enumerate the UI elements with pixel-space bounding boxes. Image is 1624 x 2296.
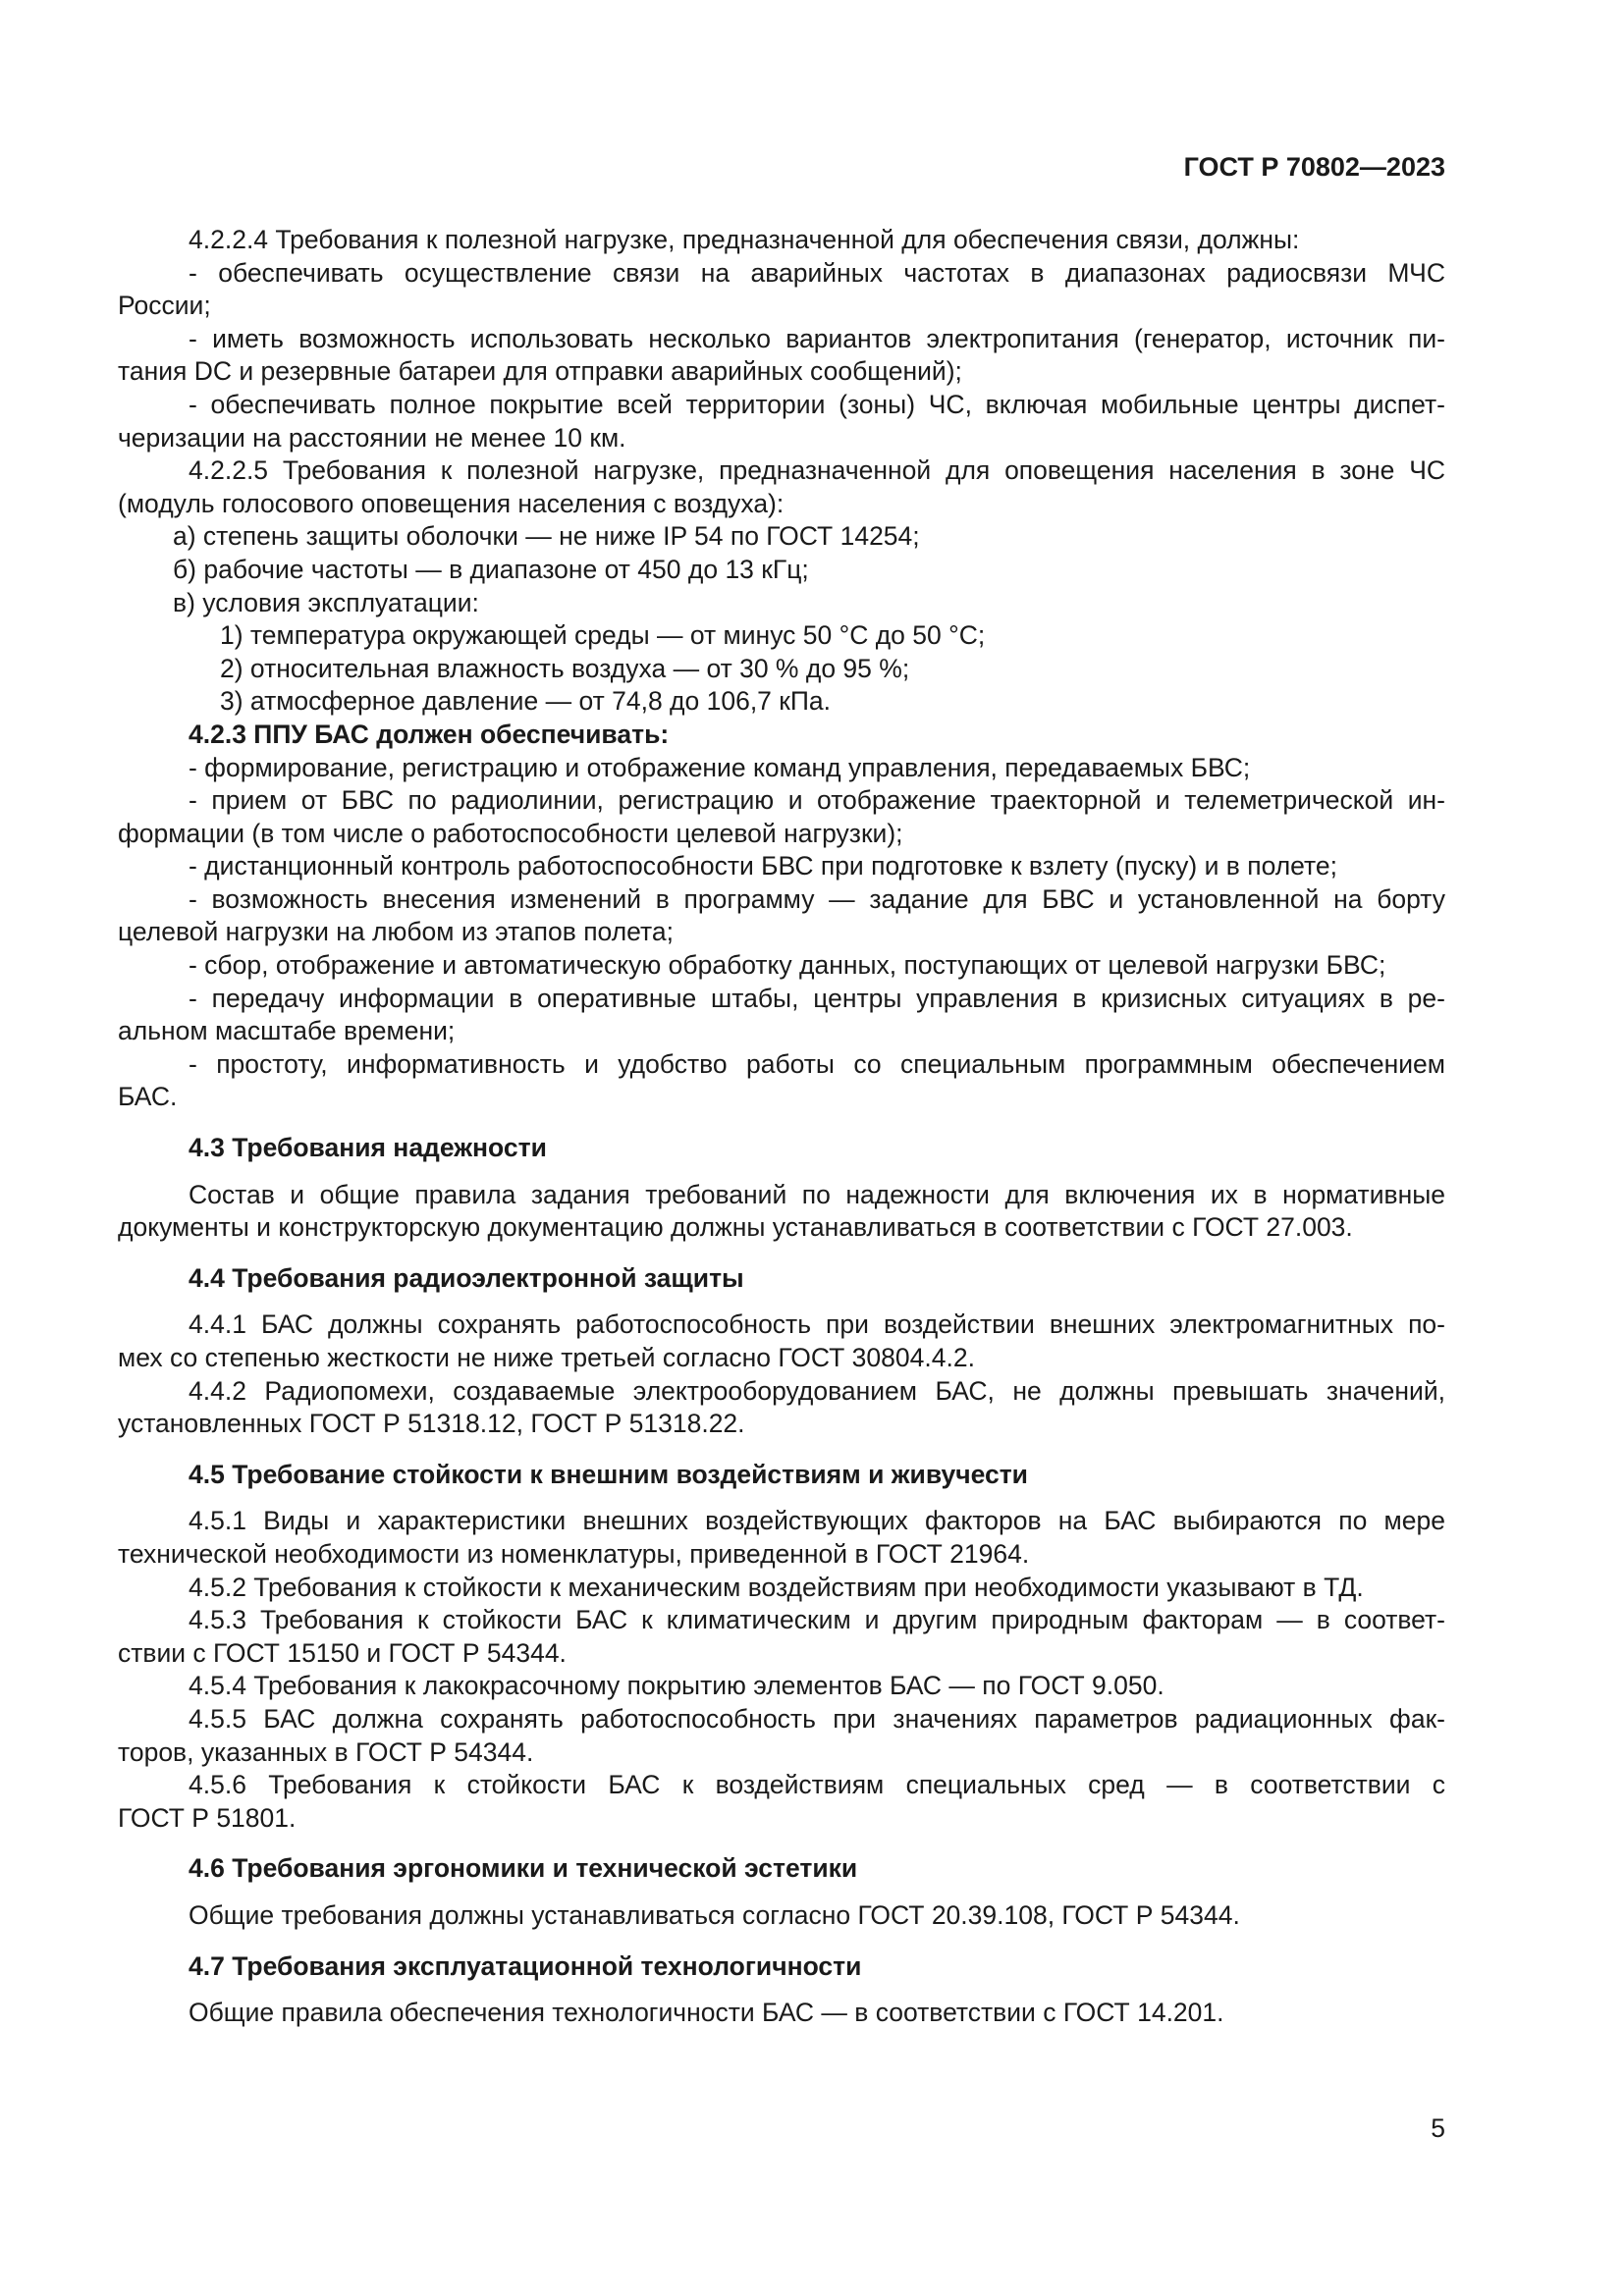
document-body: [118, 224, 1445, 2030]
clause-4-2-2-5-line-1: 4.2.2.5 Требования к полезной нагрузке, предназначенной для оповещения населения в зоне ЧС: [189, 455, 1445, 486]
clause-4-2-3-item-4-line-1: - возможность внесения изменений в программу — задание для БВС и установленной на борту: [189, 883, 1445, 914]
clause-4-5-6-line-1: 4.5.6 Требования к стойкости БАС к воздействиям специальных сред — в соответствии с: [189, 1770, 1445, 1800]
clause-4-5-5-line-2: торов, указанных в ГОСТ Р 54344.: [118, 1736, 534, 1767]
clause-4-2-2-5-item-a: а) степень защиты оболочки — не ниже IP 54 по ГОСТ 14254;: [173, 521, 920, 552]
clause-4-2-2-4-item-3-line-1: - обеспечивать полное покрытие всей территории (зоны) ЧС, включая мобильные центры диспет-: [189, 389, 1445, 419]
clause-4-5-3-line-1: 4.5.3 Требования к стойкости БАС к климатическим и другим природным факторам — в соответ-: [189, 1605, 1445, 1635]
clause-4-2-2-4-item-1-line-1: - обеспечивать осуществление связи на аварийных частотах в диапазонах радиосвязи МЧС: [189, 257, 1445, 288]
clause-4-4-1-line-1: 4.4.1 БАС должны сохранять работоспособность при воздействии внешних электромагнитных по-: [189, 1309, 1445, 1340]
clause-4-4-2-line-1: 4.4.2 Радиопомехи, создаваемые электрооборудованием БАС, не должны превышать значений,: [189, 1375, 1445, 1406]
clause-4-2-2-5-subitem-2: 2) относительная влажность воздуха — от 30 % до 95 %;: [220, 653, 910, 683]
clause-4-2-3-item-2-line-2: формации (в том числе о работоспособности целевой нагрузки);: [118, 818, 903, 848]
clause-4-2-3-item-7-line-1: - простоту, информативность и удобство работы со специальным программным обеспечением: [189, 1048, 1445, 1079]
clause-4-2-2-5-line-2: (модуль голосового оповещения населения с воздуха):: [118, 488, 785, 518]
clause-4-2-2-4-item-1-line-2: России;: [118, 291, 211, 321]
clause-4-2-3-item-6-line-1: - передачу информации в оперативные штабы, центры управления в кризисных ситуациях в ре-: [189, 983, 1445, 1013]
clause-4-2-3-item-2-line-1: - прием от БВС по радиолинии, регистрацию и отображение траекторной и телеметрической ин-: [189, 785, 1445, 816]
clause-4-4-1-line-2: мех со степенью жесткости не ниже третьей согласно ГОСТ 30804.4.2.: [118, 1343, 975, 1372]
clause-4-2-3-item-5: - сбор, отображение и автоматическую обработку данных, поступающих от целевой нагрузки БВС;: [189, 950, 1386, 981]
clause-4-2-2-5-subitem-3: 3) атмосферное давление — от 74,8 до 106,7 кПа.: [220, 686, 832, 717]
clause-4-5-4: 4.5.4 Требования к лакокрасочному покрытию элементов БАС — по ГОСТ 9.050.: [189, 1671, 1164, 1701]
clause-4-2-3-item-3: - дистанционный контроль работоспособности БВС при подготовке к взлету (пуску) и в полете;: [189, 851, 1337, 881]
section-4-6-text: Общие требования должны устанавливаться согласно ГОСТ 20.39.108, ГОСТ Р 54344.: [189, 1899, 1240, 1930]
section-4-4-heading: 4.4 Требования радиоэлектронной защиты: [189, 1262, 744, 1293]
clause-4-2-3-title: 4.2.3 ППУ БАС должен обеспечивать:: [189, 719, 670, 749]
section-4-3-text-line-2: документы и конструкторскую документацию должны устанавливаться в соответствии с ГОСТ 27.003.: [118, 1212, 1353, 1243]
clause-4-5-1-line-1: 4.5.1 Виды и характеристики внешних воздействующих факторов на БАС выбираются по мере: [189, 1506, 1445, 1536]
clause-4-4-2-line-2: установленных ГОСТ Р 51318.12, ГОСТ Р 51318.22.: [118, 1409, 745, 1439]
clause-4-5-5-line-1: 4.5.5 БАС должна сохранять работоспособность при значениях параметров радиационных фак-: [189, 1703, 1445, 1734]
section-4-3-text-line-1: Состав и общие правила задания требований по надежности для включения их в нормативные: [189, 1179, 1445, 1209]
clause-4-2-2-4-item-2-line-2: тания DC и резервные батареи для отправки аварийных сообщений);: [118, 356, 962, 387]
section-4-7-heading: 4.7 Требования эксплуатационной технологичности: [189, 1950, 862, 1981]
clause-4-2-3-item-4-line-2: целевой нагрузки на любом из этапов полета;: [118, 917, 674, 947]
section-4-6-heading: 4.6 Требования эргономики и технической эстетики: [189, 1853, 858, 1884]
clause-4-2-3-item-6-line-2: альном масштабе времени;: [118, 1016, 456, 1046]
clause-4-2-2-5-item-b: б) рабочие частоты — в диапазоне от 450 до 13 кГц;: [173, 554, 809, 584]
clause-4-5-3-line-2: ствии с ГОСТ 15150 и ГОСТ Р 54344.: [118, 1637, 567, 1668]
clause-4-2-3-item-1: - формирование, регистрацию и отображение команд управления, передаваемых БВС;: [189, 752, 1251, 782]
clause-4-2-3-item-7-line-2: БАС.: [118, 1082, 178, 1112]
clause-4-5-2: 4.5.2 Требования к стойкости к механическим воздействиям при необходимости указывают в ТД.: [189, 1572, 1364, 1602]
clause-4-2-2-4-item-2-line-1: - иметь возможность использовать несколько вариантов электропитания (генератор, источник пи-: [189, 323, 1445, 353]
page-number: 5: [1431, 2113, 1445, 2143]
clause-4-2-2-5-item-c: в) условия эксплуатации:: [173, 587, 479, 617]
clause-4-2-2-5-subitem-1: 1) температура окружающей среды — от минус 50 °С до 50 °С;: [220, 620, 986, 651]
clause-4-5-1-line-2: технической необходимости из номенклатуры, приведенной в ГОСТ 21964.: [118, 1538, 1030, 1569]
section-4-7-text: Общие правила обеспечения технологичности БАС — в соответствии с ГОСТ 14.201.: [189, 1998, 1224, 2028]
clause-4-2-2-4-intro: 4.2.2.4 Требования к полезной нагрузке, предназначенной для обеспечения связи, должны:: [189, 225, 1300, 254]
clause-4-2-2-4-item-3-line-2: черизации на расстоянии не менее 10 км.: [118, 422, 626, 453]
document-code-header: ГОСТ Р 70802—2023: [1183, 152, 1445, 182]
section-4-5-heading: 4.5 Требование стойкости к внешним воздействиям и живучести: [189, 1459, 1028, 1489]
clause-4-5-6-line-2: ГОСТ Р 51801.: [118, 1802, 297, 1833]
section-4-3-heading: 4.3 Требования надежности: [189, 1133, 547, 1163]
